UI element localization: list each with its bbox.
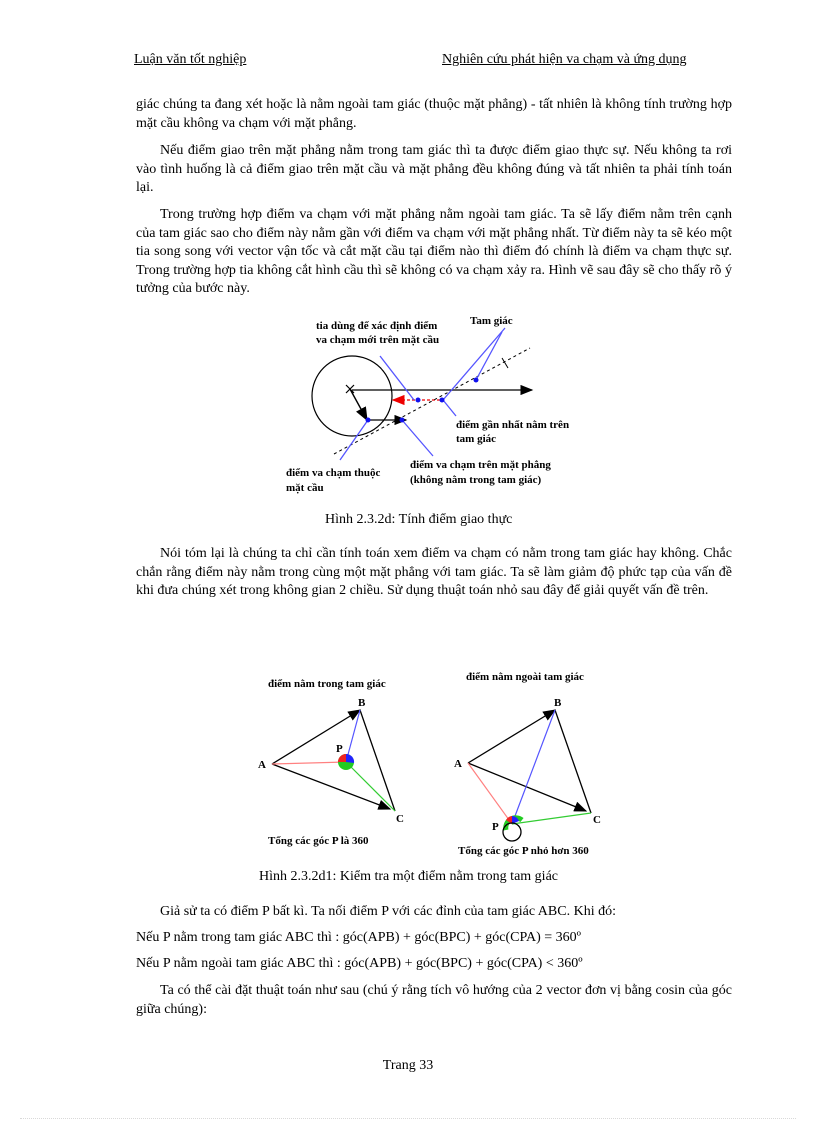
figure-point-in-triangle (250, 666, 630, 866)
figure-intersection-diagram (280, 308, 600, 503)
paragraph-5: Giả sử ta có điểm P bất kì. Ta nối điểm P với các đỉnh của tam giác ABC. Khi đó: (160, 904, 616, 919)
right-pb (512, 710, 555, 824)
radius-arrow (350, 389, 367, 420)
figure1-caption: Hình 2.3.2d: Tính điểm giao thực (325, 512, 513, 527)
triangle-edge (443, 328, 505, 400)
right-vertex-b: B (554, 697, 562, 709)
left-pa (272, 762, 346, 764)
paragraph-7: Nếu P nằm ngoài tam giác ABC thì : góc(APB) + góc(BPC) + góc(CPA) < 360º (136, 956, 583, 971)
point-sphere (366, 418, 371, 423)
leader-ray (380, 356, 414, 400)
point-plane (400, 418, 405, 423)
header-left-title: Luận văn tốt nghiệp (134, 52, 247, 67)
paragraph-6: Nếu P nằm trong tam giác ABC thì : góc(APB) + góc(BPC) + góc(CPA) = 360º (136, 930, 582, 945)
label-nearest-line1: điểm gần nhất nằm trên (456, 419, 570, 431)
right-pc (512, 813, 591, 824)
right-note: Tổng các góc P nhỏ hơn 360 (458, 845, 589, 857)
paragraph-8: Ta có thể cài đặt thuật toán như sau (chú ý rằng tích vô hướng của 2 vector đơn vị bằng cosin của góc giữa chúng): (136, 983, 732, 1017)
left-edge-bc (360, 710, 395, 811)
figure2-caption: Hình 2.3.2d1: Kiểm tra một điểm nằm trong tam giác (259, 869, 558, 884)
right-edge-ab (468, 710, 555, 763)
page-number: Trang 33 (382, 1058, 434, 1073)
left-pc (346, 762, 395, 811)
point-triangle (474, 378, 479, 383)
label-nearest-line2: tam giác (456, 433, 497, 445)
point-ray (416, 398, 421, 403)
left-angle-marker (338, 754, 354, 770)
right-vertex-a: A (454, 758, 462, 770)
triangle-tick (502, 358, 508, 368)
plane-line (334, 348, 530, 454)
leader-sphere (340, 420, 368, 460)
left-note: Tổng các góc P là 360 (268, 835, 369, 847)
right-angle-marker (503, 816, 522, 841)
label-ray-line1: tia dùng để xác định điểm (316, 320, 438, 332)
paragraph-1: giác chúng ta đang xét hoặc là nằm ngoài tam giác (thuộc mặt phẳng) - tất nhiên là không tính trường hợp mặt cầu không va chạm với mặt phẳng. (136, 97, 732, 131)
leader-plane (402, 420, 433, 456)
label-ray-line2: va chạm mới trên mặt cầu (316, 334, 440, 346)
paragraph-2: Nếu điểm giao trên mặt phẳng nằm trong tam giác thì ta được điểm giao thực sự. Nếu không ta rơi vào tình huống là cả điểm giao trên mặt cầu và mặt phẳng đều không đúng và tất nhiên ta phải tính toán lại. (136, 143, 732, 196)
right-vertex-c: C (593, 814, 601, 826)
right-title: điểm nằm ngoài tam giác (466, 671, 584, 683)
label-sphere-line1: điểm va chạm thuộc (286, 467, 381, 479)
header-right-title: Nghiên cứu phát hiện va chạm và ứng dụng (442, 52, 687, 67)
left-vertex-a: A (258, 759, 266, 771)
footer-divider (20, 1118, 796, 1119)
label-plane-line1: điểm va chạm trên mặt phẳng (410, 459, 551, 471)
paragraph-4: Nói tóm lại là chúng ta chỉ cần tính toán xem điểm va chạm có nằm trong tam giác hay không. Chắc chắn rằng điểm này nằm trong cùng một mặt phẳng với tam giác. Ta sẽ làm giảm độ phức tạp của vấn đề khi đưa chúng xét trong không gian 2 chiều. Sử dụng thuật toán nhỏ sau đây để giải quyết vấn đề trên. (136, 546, 732, 599)
label-triangle: Tam giác (470, 315, 513, 327)
left-title: điểm nằm trong tam giác (268, 678, 386, 690)
right-edge-bc (555, 710, 591, 813)
right-vertex-p: P (492, 821, 499, 833)
sphere-circle (312, 356, 392, 436)
left-edge-ac (272, 764, 390, 809)
left-vertex-b: B (358, 697, 366, 709)
point-nearest (440, 398, 445, 403)
leader-triangle (476, 332, 502, 380)
left-vertex-p: P (336, 743, 343, 755)
paragraph-3: Trong trường hợp điểm va chạm với mặt phẳng nằm ngoài tam giác. Ta sẽ lấy điểm nằm trên cạnh của tam giác sao cho điểm này nằm gần với điểm va chạm với mặt phẳng nhất. Từ điểm này ta sẽ kéo một tia song song với vector vận tốc và cắt mặt cầu tại điểm nào thì điểm đó chính là điểm va chạm thực sự. Trong trường hợp tia không cắt hình cầu thì sẽ không có va chạm xảy ra. Hình vẽ sau đây sẽ cho thấy rõ ý tưởng của bước này. (136, 207, 732, 297)
leader-nearest (443, 400, 456, 416)
left-vertex-c: C (396, 813, 404, 825)
label-sphere-line2: mặt cầu (286, 482, 324, 494)
label-plane-line2: (không nằm trong tam giác) (410, 474, 542, 486)
